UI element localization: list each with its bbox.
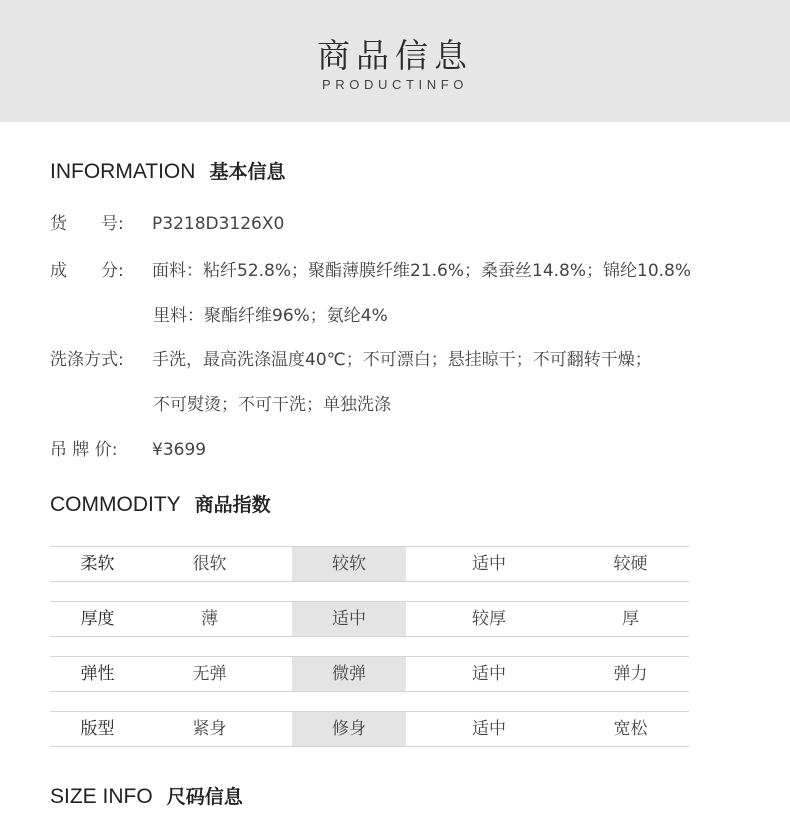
- banner-subtitle: PRODUCTINFO: [322, 77, 468, 92]
- washing-row: [50, 345, 652, 370]
- information-heading: [50, 157, 285, 184]
- information-heading-en: INFORMATION: [50, 160, 196, 183]
- tag-price-value: ¥3699: [152, 440, 207, 460]
- commodity-option: 很软: [192, 554, 227, 574]
- commodity-option: 薄: [201, 609, 218, 629]
- commodity-heading-en: COMMODITY: [50, 493, 181, 516]
- commodity-option: 紧身: [192, 719, 227, 739]
- information-heading-cn: 基本信息: [209, 161, 286, 183]
- item-number-row: [50, 209, 284, 234]
- commodity-row: [50, 546, 689, 582]
- commodity-option-selected: 修身: [292, 712, 406, 746]
- item-number-value: P3218D3126X0: [152, 214, 285, 234]
- washing-instructions-1: 手洗，最高洗涤温度40℃；不可漂白；悬挂晾干；不可翻转干燥；: [152, 350, 652, 370]
- commodity-option: 无弹: [192, 664, 227, 684]
- commodity-option: 较厚: [472, 609, 506, 629]
- commodity-heading: [50, 490, 271, 517]
- commodity-option: 较硬: [613, 554, 648, 574]
- commodity-option: 宽松: [613, 719, 648, 739]
- commodity-option: 弹力: [613, 664, 648, 684]
- size-info-heading: [50, 782, 243, 809]
- commodity-option: 适中: [472, 664, 506, 684]
- item-number-label: 货 号:: [50, 214, 124, 234]
- composition-lining: 里料：聚酯纤维96%；氨纶4%: [153, 306, 388, 326]
- commodity-row: [50, 656, 689, 692]
- commodity-heading-cn: 商品指数: [194, 494, 271, 516]
- commodity-option: 厚: [622, 609, 639, 629]
- commodity-row-label: 柔软: [80, 554, 115, 574]
- tag-price-row: [50, 435, 206, 460]
- composition-label: 成 分:: [50, 261, 124, 281]
- commodity-option: 适中: [472, 554, 506, 574]
- commodity-row-label: 厚度: [80, 609, 115, 629]
- commodity-option-selected: 微弹: [292, 657, 406, 691]
- commodity-option-selected: 较软: [292, 547, 406, 581]
- commodity-row-label: 版型: [80, 719, 115, 739]
- commodity-row: [50, 601, 689, 637]
- product-info-banner: [0, 0, 790, 122]
- banner-title: 商品信息: [317, 36, 473, 75]
- washing-instructions-2: 不可熨烫；不可干洗；单独洗涤: [153, 395, 391, 415]
- composition-row: [50, 256, 691, 281]
- commodity-option-selected: 适中: [292, 602, 406, 636]
- tag-price-label: 吊 牌 价:: [50, 440, 118, 460]
- composition-fabric: 面料：粘纤52.8%；聚酯薄膜纤维21.6%；桑蚕丝14.8%；锦纶10.8%: [152, 261, 692, 281]
- commodity-row-label: 弹性: [80, 664, 115, 684]
- size-info-heading-cn: 尺码信息: [166, 786, 243, 808]
- size-info-heading-en: SIZE INFO: [50, 785, 153, 808]
- commodity-row: [50, 711, 689, 747]
- commodity-option: 适中: [472, 719, 506, 739]
- washing-label: 洗涤方式:: [50, 350, 124, 370]
